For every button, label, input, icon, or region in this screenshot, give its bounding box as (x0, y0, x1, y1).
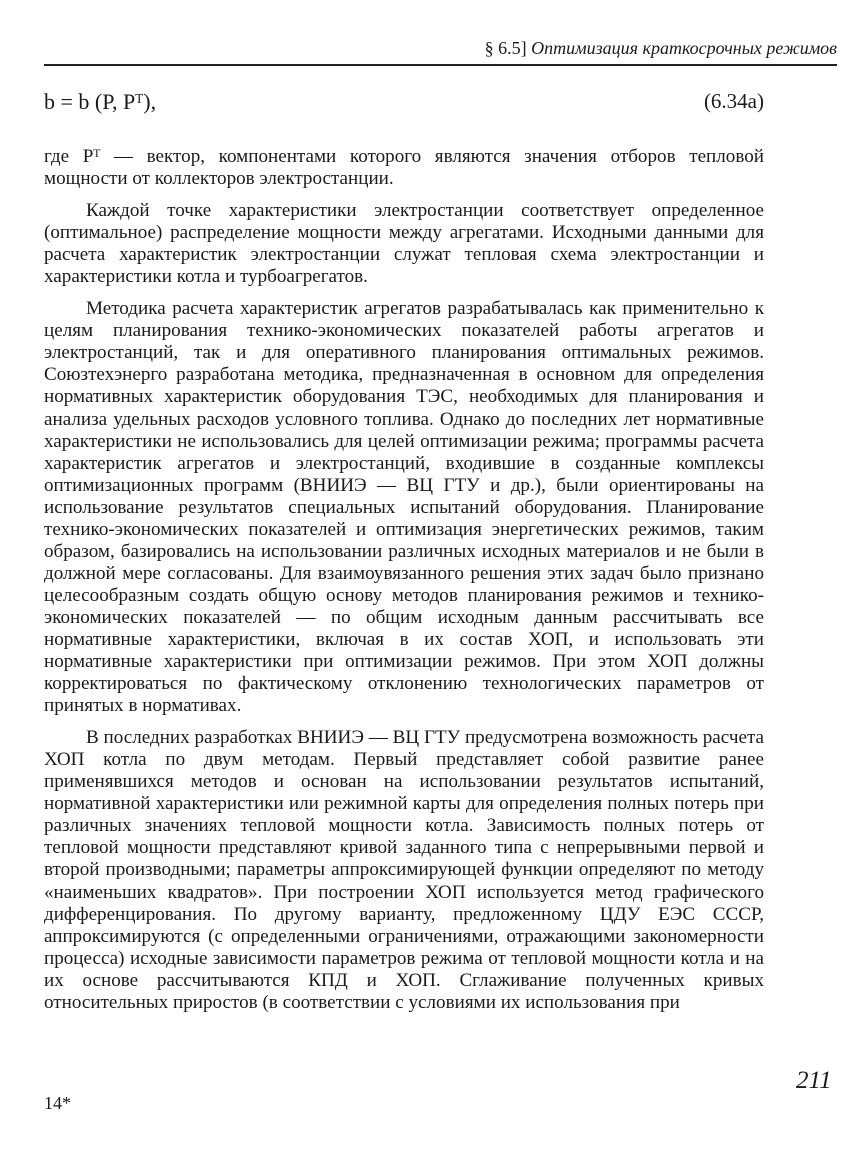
signature-mark: 14* (44, 1093, 71, 1113)
formula-6-34a (44, 89, 764, 115)
paragraph: Методика расчета характеристик агрегатов разрабатывалась как применительно к целям планирования технико-экономических показателей работы агрегатов и электростанций, так и для оперативного планирования оптимальных режимов. Союзтехэнерго разработана методика, предназначенная в основном для определения нормативных характеристик оборудования ТЭС, необходимых для планирования и анализа удельных расходов условного топлива. Однако до последних лет нормативные характеристики не использовались для целей оптимизации режима; программы расчета характеристик агрегатов и электростанций, входившие в созданные комплексы оптимизационных программ (ВНИИЭ — ВЦ ГТУ и др.), были ориентированы на использование результатов специальных испытаний оборудования. Планирование технико-экономических показателей и оптимизация энергетических режимов, таким образом, базировались на использовании различных исходных материалов и не были в должной мере согласованы. Для взаимоувязанного решения этих задач было признано целесообразным создать общую основу методов планирования режимов и технико-экономических показателей — по общим исходным данным рассчитывать все нормативные характеристики, включая в их состав ХОП, и использовать эти нормативные характеристики при оптимизации режимов. При этом ХОП должны корректироваться по фактическому отклонению технологических параметров от принятых в нормативах. (44, 298, 764, 717)
running-header (44, 38, 837, 66)
paragraph: Каждой точке характеристики электростанции соответствует определенное (оптимальное) распределение мощности между агрегатами. Исходными данными для расчета характеристик электростанции служат тепловая схема электростанции и характеристики котла и турбоагрегатов. (44, 200, 764, 288)
header-title: Оптимизация краткосрочных режимов (531, 38, 837, 58)
page-number: 211 (796, 1067, 832, 1094)
header-section: § 6.5] (484, 38, 527, 58)
body-text (44, 146, 764, 1024)
formula-expression: b = b (P, Pᵀ), (44, 89, 157, 114)
formula-number: (6.34a) (703, 89, 764, 113)
paragraph: В последних разработках ВНИИЭ — ВЦ ГТУ предусмотрена возможность расчета ХОП котла по двум методам. Первый представляет собой развитие ранее применявшихся методов и основан на использовании результатов испытаний, нормативной характеристики или режимной карты для определения полных потерь при различных значениях тепловой мощности котла. Зависимость полных потерь от тепловой мощности представляют кривой заданного типа с непрерывными первой и второй производными; параметры аппроксимирующей функции определяют по методу «наименьших квадратов». При построении ХОП используется метод графического дифференцирования. По другому варианту, предложенному ЦДУ ЕЭС СССР, аппроксимируются (с определенными ограничениями, отражающими закономерности процесса) исходные зависимости параметров режима от тепловой мощности котла и на их основе рассчитываются КПД и ХОП. Сглаживание полученных кривых относительных приростов (в соответствии с условиями их использования при (44, 727, 764, 1013)
paragraph: где Pᵀ — вектор, компонентами которого являются значения отборов тепловой мощности от коллекторов электростанции. (44, 146, 764, 190)
